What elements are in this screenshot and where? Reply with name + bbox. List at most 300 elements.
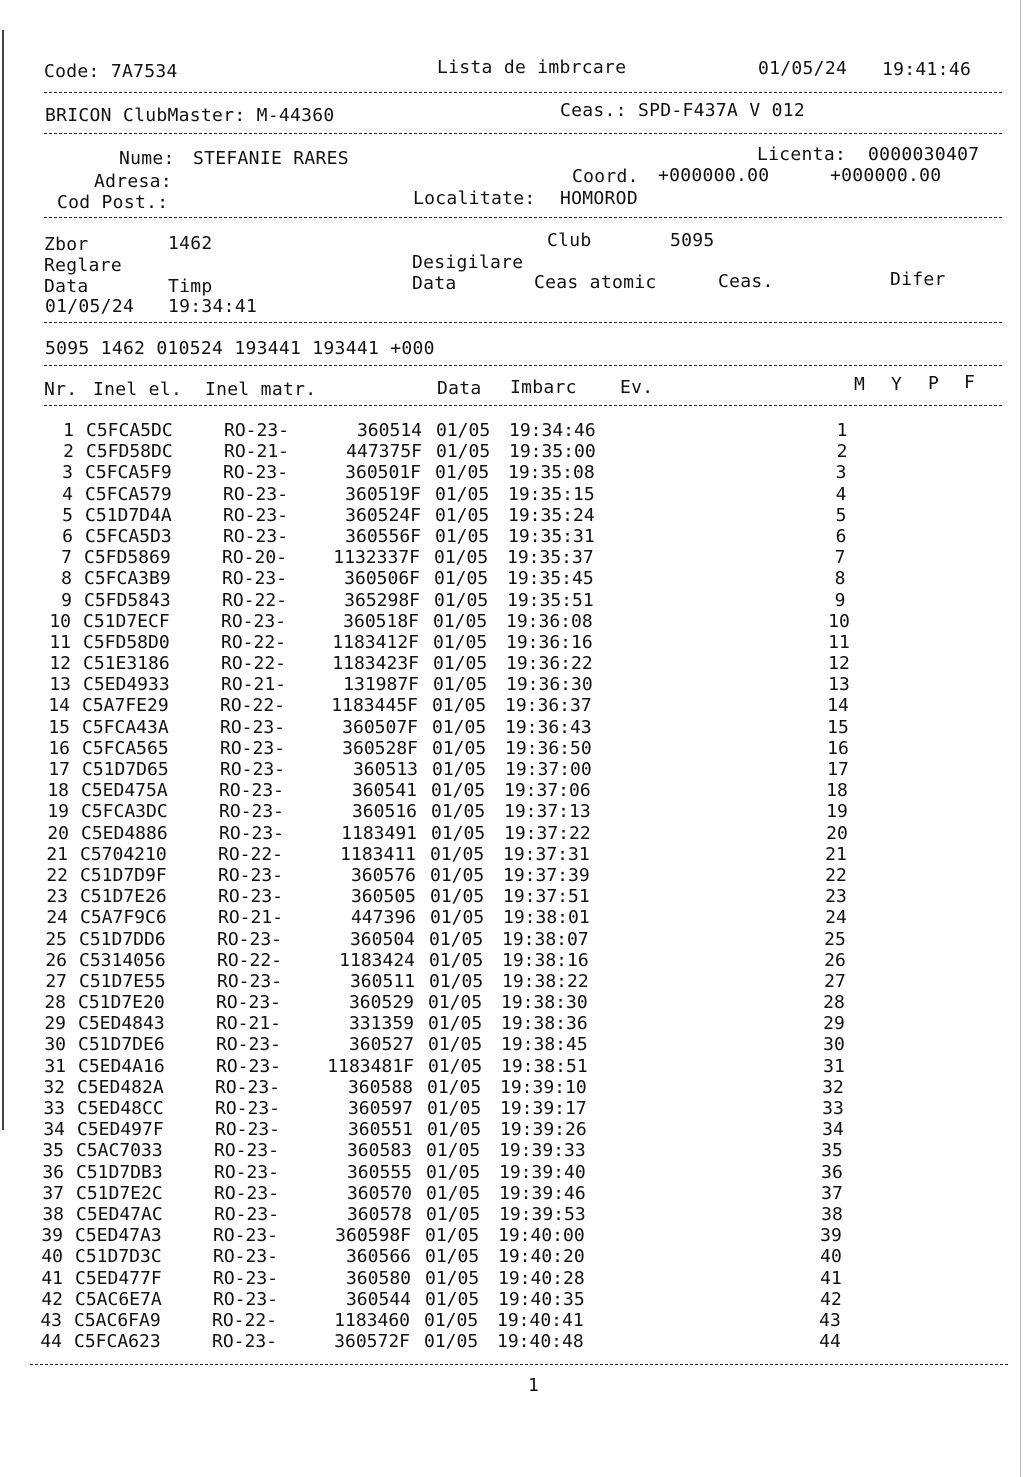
electronic-ring: C5FCA579 bbox=[85, 483, 172, 505]
arrival-time: 19:40:48 bbox=[497, 1331, 584, 1353]
ring-number: 360519F bbox=[345, 483, 421, 505]
ring-series: RO-23- bbox=[214, 1203, 280, 1225]
table-row bbox=[0, 1034, 1024, 1055]
electronic-ring: C5ED4843 bbox=[78, 1013, 165, 1035]
ring-series: RO-23- bbox=[218, 886, 284, 908]
arrival-time: 19:35:51 bbox=[507, 589, 594, 611]
document-title: Lista de imbrcare bbox=[437, 57, 627, 78]
ring-series: RO-21- bbox=[216, 1013, 282, 1035]
ring-number: 360588 bbox=[347, 1076, 413, 1098]
arrival-time: 19:38:22 bbox=[502, 970, 589, 992]
table-row bbox=[0, 611, 1024, 632]
ring-number: 360528F bbox=[342, 737, 418, 759]
name-label: Nume: bbox=[119, 148, 175, 169]
row-number: 34 bbox=[43, 1119, 65, 1141]
m-position: 38 bbox=[821, 1203, 843, 1225]
ring-number: 1183445F bbox=[331, 695, 418, 717]
electronic-ring: C5ED477F bbox=[75, 1267, 162, 1289]
col-data: Data bbox=[437, 378, 482, 399]
row-number: 10 bbox=[49, 610, 71, 632]
row-number: 37 bbox=[42, 1182, 64, 1204]
row-number: 19 bbox=[47, 801, 69, 823]
arrival-time: 19:38:45 bbox=[501, 1034, 588, 1056]
arrival-date: 01/05 bbox=[431, 780, 486, 802]
m-position: 20 bbox=[826, 822, 848, 844]
arrival-time: 19:36:16 bbox=[506, 631, 593, 653]
arrival-time: 19:35:00 bbox=[509, 441, 596, 463]
m-position: 27 bbox=[824, 970, 846, 992]
timp-label: Timp bbox=[168, 276, 213, 297]
m-position: 14 bbox=[827, 695, 849, 717]
row-number: 1 bbox=[63, 420, 74, 441]
m-position: 34 bbox=[822, 1119, 844, 1141]
row-number: 9 bbox=[61, 589, 72, 611]
ring-series: RO-23- bbox=[216, 992, 282, 1014]
ring-series: RO-22- bbox=[218, 843, 284, 865]
electronic-ring: C5314056 bbox=[79, 949, 166, 971]
m-position: 42 bbox=[820, 1288, 842, 1310]
ring-number: 1183424 bbox=[339, 949, 415, 971]
table-row bbox=[0, 844, 1024, 865]
m-position: 15 bbox=[827, 716, 849, 738]
table-row bbox=[0, 971, 1024, 992]
m-position: 9 bbox=[834, 589, 846, 611]
ring-number: 360544 bbox=[345, 1288, 411, 1310]
table-row bbox=[0, 1056, 1024, 1077]
row-number: 17 bbox=[48, 759, 70, 780]
m-position: 23 bbox=[825, 886, 847, 908]
electronic-ring: C51D7ECF bbox=[83, 610, 170, 632]
ring-series: RO-23- bbox=[213, 1267, 279, 1289]
arrival-time: 19:38:51 bbox=[501, 1055, 588, 1077]
ring-number: 360501F bbox=[345, 462, 421, 484]
locality-label: Localitate: bbox=[413, 188, 536, 209]
electronic-ring: C5A7FE29 bbox=[82, 695, 169, 717]
ring-number: 447396 bbox=[350, 907, 416, 929]
ring-number: 360513 bbox=[352, 759, 418, 780]
arrival-time: 19:36:22 bbox=[506, 653, 593, 675]
ring-number: 360570 bbox=[346, 1182, 412, 1204]
electronic-ring: C5FD5843 bbox=[84, 589, 171, 611]
coord-value-2: +000000.00 bbox=[830, 165, 942, 186]
m-position: 39 bbox=[820, 1225, 842, 1247]
arrival-date: 01/05 bbox=[427, 1076, 482, 1098]
m-position: 8 bbox=[834, 568, 846, 590]
m-position: 22 bbox=[825, 864, 847, 886]
ring-series: RO-23- bbox=[221, 610, 287, 632]
arrival-date: 01/05 bbox=[428, 992, 483, 1014]
arrival-time: 19:39:10 bbox=[500, 1076, 587, 1098]
table-row bbox=[0, 568, 1024, 589]
electronic-ring: C51D7DD6 bbox=[79, 928, 166, 950]
ring-number: 1183411 bbox=[340, 843, 416, 865]
row-number: 22 bbox=[46, 864, 68, 886]
arrival-time: 19:36:08 bbox=[506, 610, 593, 632]
club-label: Club bbox=[547, 230, 592, 251]
clock-text: Ceas.: SPD-F437A V 012 bbox=[560, 100, 806, 121]
ring-number: 360578 bbox=[346, 1203, 412, 1225]
set-date: 01/05/24 bbox=[45, 296, 135, 317]
electronic-ring: C5ED4933 bbox=[83, 674, 170, 696]
electronic-ring: C5FCA3DC bbox=[81, 801, 168, 823]
arrival-date: 01/05 bbox=[432, 695, 487, 717]
arrival-time: 19:39:53 bbox=[499, 1203, 586, 1225]
arrival-time: 19:39:17 bbox=[500, 1098, 587, 1119]
m-position: 1 bbox=[836, 420, 848, 441]
divider bbox=[44, 405, 1002, 406]
arrival-time: 19:37:51 bbox=[503, 886, 590, 908]
data-label: Data bbox=[44, 276, 89, 297]
ring-series: RO-23- bbox=[216, 1034, 282, 1056]
ring-number: 1183412F bbox=[332, 631, 419, 653]
ring-series: RO-23- bbox=[217, 970, 283, 992]
m-position: 35 bbox=[821, 1140, 843, 1162]
arrival-time: 19:37:00 bbox=[505, 759, 592, 780]
electronic-ring: C51D7DB3 bbox=[76, 1161, 163, 1183]
ring-number: 131987F bbox=[343, 674, 419, 696]
table-row bbox=[0, 886, 1024, 907]
arrival-time: 19:35:08 bbox=[508, 462, 595, 484]
m-position: 11 bbox=[828, 631, 850, 653]
table-row bbox=[0, 484, 1024, 505]
electronic-ring: C5AC6E7A bbox=[75, 1288, 162, 1310]
arrival-time: 19:40:28 bbox=[498, 1267, 585, 1289]
arrival-time: 19:39:26 bbox=[500, 1119, 587, 1141]
data2-label: Data bbox=[412, 273, 457, 294]
ring-number: 360576 bbox=[350, 864, 416, 886]
ring-series: RO-23- bbox=[215, 1119, 281, 1141]
arrival-time: 19:35:31 bbox=[508, 525, 595, 547]
row-number: 3 bbox=[62, 462, 73, 484]
table-row bbox=[0, 590, 1024, 611]
arrival-time: 19:39:40 bbox=[499, 1161, 586, 1183]
table-row bbox=[0, 632, 1024, 653]
electronic-ring: C5ED475A bbox=[81, 780, 168, 802]
ring-number: 360514 bbox=[356, 420, 422, 441]
row-number: 41 bbox=[41, 1267, 63, 1289]
electronic-ring: C51D7E26 bbox=[80, 886, 167, 908]
table-row bbox=[0, 1289, 1024, 1310]
arrival-date: 01/05 bbox=[429, 970, 484, 992]
arrivals-table bbox=[0, 420, 1024, 1352]
col-y: Y bbox=[891, 374, 903, 395]
arrival-date: 01/05 bbox=[425, 1246, 480, 1268]
arrival-date: 01/05 bbox=[435, 462, 490, 484]
zbor-value: 1462 bbox=[168, 233, 213, 254]
table-row bbox=[0, 1077, 1024, 1098]
ring-number: 360505 bbox=[350, 886, 416, 908]
col-ev: Ev. bbox=[620, 377, 654, 398]
table-row bbox=[0, 929, 1024, 950]
ring-series: RO-23- bbox=[214, 1140, 280, 1162]
electronic-ring: C5FD5869 bbox=[84, 547, 171, 569]
row-number: 2 bbox=[63, 441, 74, 463]
arrival-time: 19:35:45 bbox=[507, 568, 594, 590]
coord-label: Coord. bbox=[572, 166, 639, 187]
electronic-ring: C5FCA5DC bbox=[86, 420, 173, 441]
arrival-date: 01/05 bbox=[428, 1034, 483, 1056]
arrival-date: 01/05 bbox=[426, 1182, 481, 1204]
clubmaster-text: BRICON ClubMaster: M-44360 bbox=[45, 105, 335, 126]
arrival-date: 01/05 bbox=[426, 1140, 481, 1162]
m-position: 28 bbox=[823, 992, 845, 1014]
arrival-time: 19:36:30 bbox=[506, 674, 593, 696]
ring-number: 360551 bbox=[347, 1119, 413, 1141]
m-position: 21 bbox=[825, 843, 847, 865]
ring-series: RO-23- bbox=[213, 1225, 279, 1247]
ring-number: 360572F bbox=[334, 1331, 410, 1353]
electronic-ring: C51D7D4A bbox=[85, 504, 172, 526]
table-row bbox=[0, 717, 1024, 738]
divider bbox=[44, 322, 1002, 323]
col-p: P bbox=[928, 373, 940, 394]
ring-series: RO-23- bbox=[224, 420, 290, 441]
arrival-time: 19:40:35 bbox=[498, 1288, 585, 1310]
m-position: 25 bbox=[824, 928, 846, 950]
arrival-time: 19:40:41 bbox=[497, 1309, 584, 1331]
arrival-time: 19:37:13 bbox=[504, 801, 591, 823]
arrival-time: 19:34:46 bbox=[509, 420, 596, 441]
m-position: 29 bbox=[823, 1013, 845, 1035]
arrival-date: 01/05 bbox=[425, 1267, 480, 1289]
m-position: 44 bbox=[819, 1331, 841, 1353]
code-text: Code: 7A7534 bbox=[44, 61, 178, 82]
table-row bbox=[0, 1162, 1024, 1183]
electronic-ring: C51D7DE6 bbox=[78, 1034, 165, 1056]
row-number: 35 bbox=[42, 1140, 64, 1162]
table-row bbox=[0, 992, 1024, 1013]
electronic-ring: C5AC7033 bbox=[76, 1140, 163, 1162]
m-position: 16 bbox=[827, 737, 849, 759]
arrival-time: 19:38:01 bbox=[503, 907, 590, 929]
row-number: 15 bbox=[48, 716, 70, 738]
ring-number: 360527 bbox=[348, 1034, 414, 1056]
electronic-ring: C5ED47A3 bbox=[75, 1225, 162, 1247]
ring-series: RO-23- bbox=[223, 504, 289, 526]
row-number: 31 bbox=[44, 1055, 66, 1077]
divider bbox=[44, 92, 1002, 93]
m-position: 6 bbox=[835, 525, 847, 547]
arrival-date: 01/05 bbox=[432, 759, 487, 780]
ring-series: RO-23- bbox=[217, 928, 283, 950]
m-position: 24 bbox=[825, 907, 847, 929]
arrival-date: 01/05 bbox=[435, 525, 490, 547]
m-position: 12 bbox=[828, 653, 850, 675]
arrival-time: 19:35:24 bbox=[508, 504, 595, 526]
arrival-date: 01/05 bbox=[429, 928, 484, 950]
ring-series: RO-22- bbox=[221, 631, 287, 653]
row-number: 13 bbox=[49, 674, 71, 696]
arrival-date: 01/05 bbox=[435, 504, 490, 526]
arrival-time: 19:37:06 bbox=[504, 780, 591, 802]
ring-series: RO-23- bbox=[215, 1076, 281, 1098]
ring-number: 447375F bbox=[346, 441, 422, 463]
table-row bbox=[0, 801, 1024, 822]
ring-number: 360524F bbox=[345, 504, 421, 526]
arrival-date: 01/05 bbox=[424, 1331, 479, 1353]
row-number: 21 bbox=[46, 843, 68, 865]
divider bbox=[44, 217, 1002, 218]
ring-series: RO-23- bbox=[220, 737, 286, 759]
row-number: 14 bbox=[48, 695, 70, 717]
ring-series: RO-22- bbox=[222, 589, 288, 611]
table-row bbox=[0, 695, 1024, 716]
ring-number: 360529 bbox=[348, 992, 414, 1014]
row-number: 28 bbox=[44, 992, 66, 1014]
table-row bbox=[0, 907, 1024, 928]
ring-series: RO-23- bbox=[213, 1246, 279, 1268]
arrival-date: 01/05 bbox=[425, 1225, 480, 1247]
ring-number: 360597 bbox=[347, 1098, 413, 1119]
ring-series: RO-23- bbox=[212, 1331, 278, 1353]
arrival-date: 01/05 bbox=[433, 610, 488, 632]
license-label: Licenta: bbox=[757, 144, 847, 165]
locality-value: HOMOROD bbox=[560, 188, 638, 209]
row-number: 26 bbox=[45, 949, 67, 971]
table-row bbox=[0, 1204, 1024, 1225]
electronic-ring: C5ED4A16 bbox=[78, 1055, 165, 1077]
club-value: 5095 bbox=[670, 230, 715, 251]
ring-number: 1132337F bbox=[333, 547, 420, 569]
arrival-date: 01/05 bbox=[427, 1098, 482, 1119]
divider bbox=[30, 1364, 1008, 1365]
arrival-time: 19:35:37 bbox=[507, 547, 594, 569]
ring-number: 1183481F bbox=[327, 1055, 414, 1077]
arrival-time: 19:38:30 bbox=[501, 992, 588, 1014]
atomic-clock-label: Ceas atomic bbox=[534, 272, 657, 293]
reglare-label: Reglare bbox=[44, 255, 122, 276]
row-number: 40 bbox=[41, 1246, 63, 1268]
electronic-ring: C51D7D65 bbox=[82, 759, 169, 780]
arrival-date: 01/05 bbox=[429, 949, 484, 971]
ring-series: RO-23- bbox=[220, 716, 286, 738]
ring-series: RO-22- bbox=[217, 949, 283, 971]
ring-number: 360506F bbox=[344, 568, 420, 590]
row-number: 39 bbox=[41, 1225, 63, 1247]
table-row bbox=[0, 505, 1024, 526]
ring-number: 360598F bbox=[335, 1225, 411, 1247]
table-row bbox=[0, 1268, 1024, 1289]
coord-value-1: +000000.00 bbox=[658, 165, 770, 186]
ring-series: RO-23- bbox=[219, 822, 285, 844]
ring-series: RO-22- bbox=[221, 653, 287, 675]
electronic-ring: C5FCA3B9 bbox=[84, 568, 171, 590]
arrival-date: 01/05 bbox=[434, 589, 489, 611]
electronic-ring: C5FCA5D3 bbox=[85, 525, 172, 547]
arrival-date: 01/05 bbox=[436, 441, 491, 463]
arrival-date: 01/05 bbox=[430, 886, 485, 908]
table-row bbox=[0, 950, 1024, 971]
arrival-date: 01/05 bbox=[435, 483, 490, 505]
arrival-time: 19:36:43 bbox=[505, 716, 592, 738]
table-row bbox=[0, 1140, 1024, 1161]
ring-number: 1183460 bbox=[334, 1309, 410, 1331]
desigilare-label: Desigilare bbox=[412, 252, 524, 273]
m-position: 26 bbox=[824, 949, 846, 971]
ring-number: 1183423F bbox=[332, 653, 419, 675]
table-row bbox=[0, 1310, 1024, 1331]
arrival-date: 01/05 bbox=[433, 631, 488, 653]
ring-number: 360541 bbox=[351, 780, 417, 802]
arrival-date: 01/05 bbox=[434, 547, 489, 569]
electronic-ring: C5ED482A bbox=[77, 1076, 164, 1098]
arrival-time: 19:39:46 bbox=[499, 1182, 586, 1204]
m-position: 17 bbox=[827, 759, 849, 780]
col-nr: Nr. bbox=[44, 379, 78, 400]
arrival-time: 19:36:37 bbox=[505, 695, 592, 717]
arrival-date: 01/05 bbox=[431, 801, 486, 823]
ring-series: RO-22- bbox=[220, 695, 286, 717]
arrival-time: 19:40:20 bbox=[498, 1246, 585, 1268]
ring-series: RO-23- bbox=[216, 1055, 282, 1077]
electronic-ring: C5704210 bbox=[80, 843, 167, 865]
ring-number: 360566 bbox=[345, 1246, 411, 1268]
ring-number: 360555 bbox=[346, 1161, 412, 1183]
table-row bbox=[0, 780, 1024, 801]
table-row bbox=[0, 653, 1024, 674]
table-row bbox=[0, 865, 1024, 886]
col-m: M bbox=[854, 374, 866, 395]
page-number: 1 bbox=[528, 1375, 540, 1396]
row-number: 8 bbox=[61, 568, 72, 590]
row-number: 25 bbox=[45, 928, 67, 950]
arrival-time: 19:37:39 bbox=[503, 864, 590, 886]
table-row bbox=[0, 547, 1024, 568]
row-number: 43 bbox=[40, 1309, 62, 1331]
row-number: 36 bbox=[42, 1161, 64, 1183]
table-row bbox=[0, 1183, 1024, 1204]
electronic-ring: C5FCA623 bbox=[74, 1331, 161, 1353]
ring-series: RO-23- bbox=[214, 1161, 280, 1183]
arrival-date: 01/05 bbox=[428, 1055, 483, 1077]
electronic-ring: C5AC6FA9 bbox=[74, 1309, 161, 1331]
table-row bbox=[0, 441, 1024, 462]
print-date: 01/05/24 bbox=[758, 58, 848, 79]
arrival-time: 19:40:00 bbox=[498, 1225, 585, 1247]
print-time: 19:41:46 bbox=[882, 59, 972, 80]
electronic-ring: C51D7D9F bbox=[80, 864, 167, 886]
arrival-date: 01/05 bbox=[426, 1161, 481, 1183]
set-time: 19:34:41 bbox=[168, 296, 258, 317]
ring-number: 360583 bbox=[346, 1140, 412, 1162]
ring-series: RO-23- bbox=[219, 801, 285, 823]
ring-series: RO-21- bbox=[221, 674, 287, 696]
table-row bbox=[0, 1331, 1024, 1352]
col-imbarc: Imbarc bbox=[510, 377, 577, 398]
ring-series: RO-21- bbox=[218, 907, 284, 929]
divider bbox=[44, 365, 1002, 366]
col-inel-el: Inel el. bbox=[93, 379, 183, 400]
row-number: 20 bbox=[47, 822, 69, 844]
arrival-date: 01/05 bbox=[430, 864, 485, 886]
m-position: 31 bbox=[823, 1055, 845, 1077]
table-row bbox=[0, 420, 1024, 441]
electronic-ring: C5ED4886 bbox=[81, 822, 168, 844]
ring-series: RO-23- bbox=[215, 1098, 281, 1119]
arrival-date: 01/05 bbox=[430, 843, 485, 865]
row-number: 12 bbox=[49, 653, 71, 675]
electronic-ring: C5ED48CC bbox=[77, 1098, 164, 1119]
m-position: 13 bbox=[828, 674, 850, 696]
ring-series: RO-23- bbox=[222, 568, 288, 590]
license-number: 0000030407 bbox=[868, 144, 980, 165]
m-position: 30 bbox=[823, 1034, 845, 1056]
row-number: 33 bbox=[43, 1098, 65, 1119]
arrival-time: 19:37:22 bbox=[504, 822, 591, 844]
row-number: 30 bbox=[44, 1034, 66, 1056]
ring-number: 360516 bbox=[351, 801, 417, 823]
ring-series: RO-22- bbox=[212, 1309, 278, 1331]
